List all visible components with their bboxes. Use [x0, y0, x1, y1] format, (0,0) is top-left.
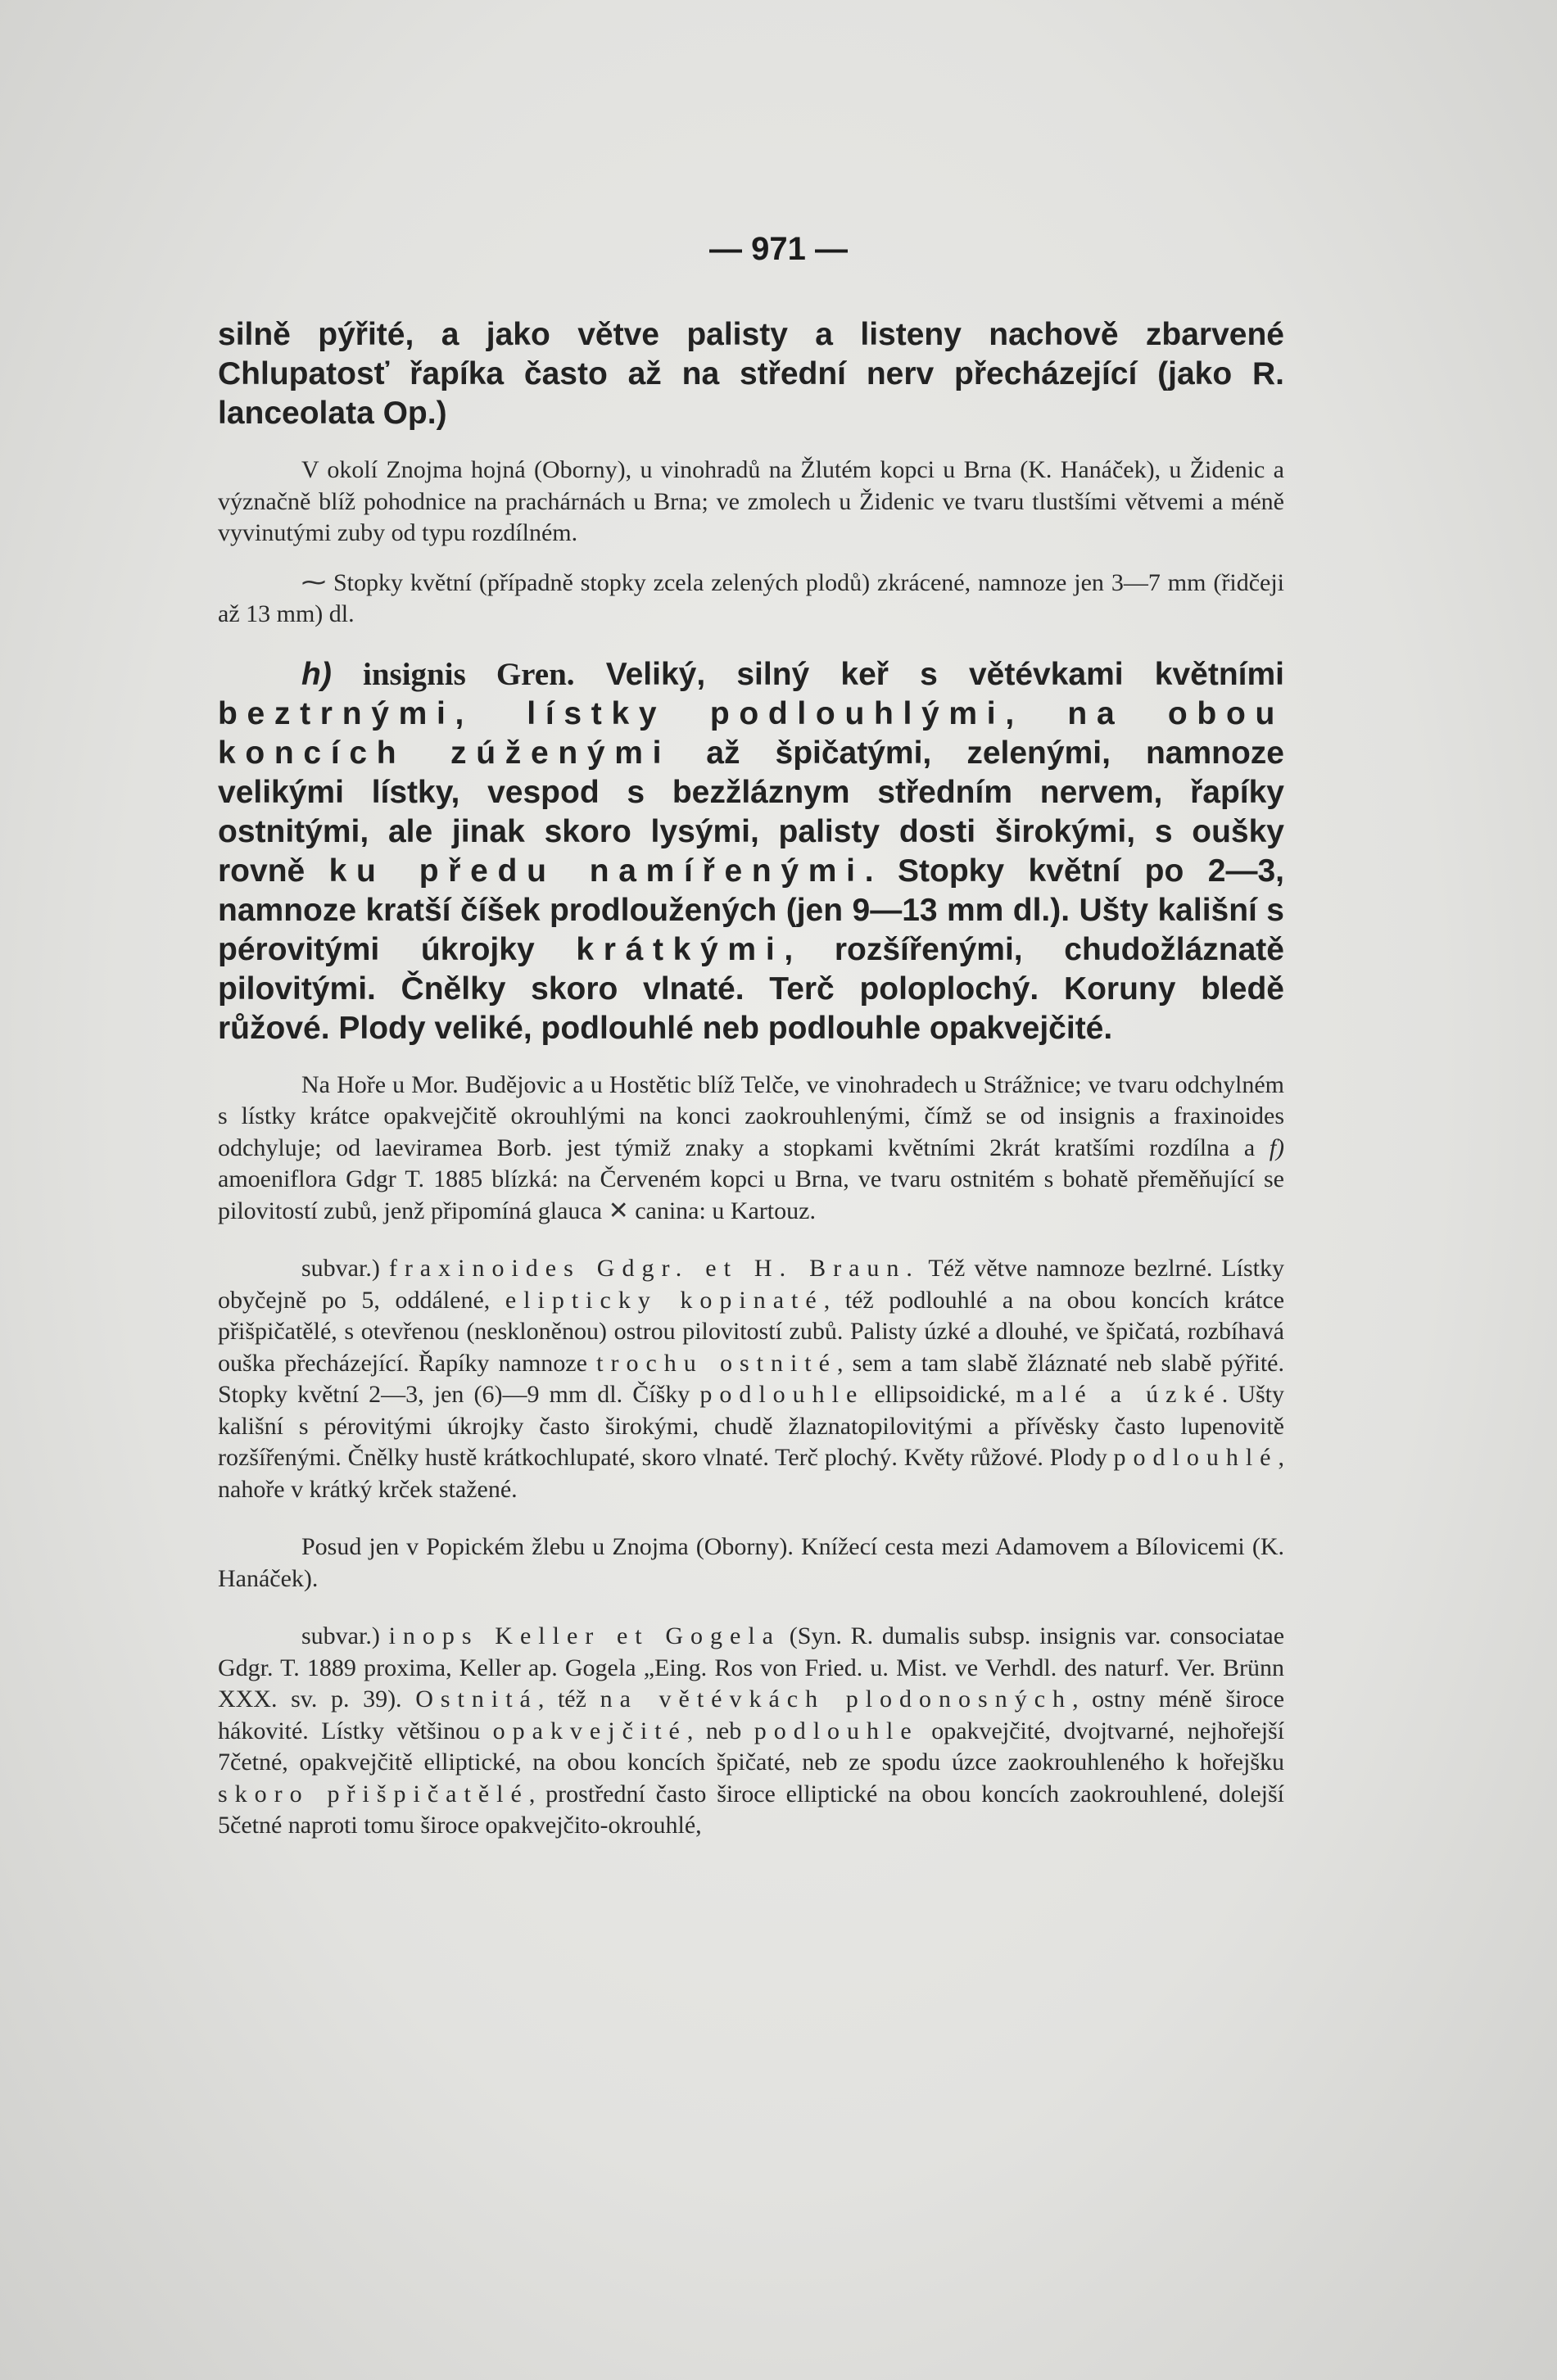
- desc-emph-3: podlouhlými,: [709, 695, 1024, 731]
- variety-letter: h): [301, 656, 332, 692]
- desc-part-4: , rozšířenými, chudožláznatě pilovitými. Čnělky skoro vlnaté. Terč poloplochý. Koruny bledě růžové. Plody veliké, podlouhlé neb podlouhle opakvejčité.: [218, 931, 1284, 1046]
- inops-text-4: , neb: [686, 1717, 742, 1744]
- inops-emph-2: na větévkách plodonosných: [600, 1685, 1073, 1713]
- variety-name: insignis Gren.: [363, 656, 575, 692]
- fraxinoides-name: fraxinoides Gdgr. et H. Braun.: [388, 1255, 920, 1282]
- desc-emph-6: ku předu namířenými: [328, 853, 865, 889]
- fraxinoides-emph-2: trochu ostnité: [596, 1349, 837, 1377]
- hybrid-cross-icon: ✕: [608, 1196, 629, 1225]
- tilde-symbol: ⁓: [301, 568, 326, 597]
- fraxinoides-rank: subvar.): [301, 1255, 380, 1282]
- fraxinoides-emph-5: podlouhlé: [1113, 1444, 1279, 1471]
- desc-part-3: . Stopky květní po 2—3, namnoze kratší číšek prodloužených (jen 9—13 mm dl.). Ušty kališní s pérovitými úkrojky: [218, 853, 1284, 967]
- inops-text-5: opakvejčité, dvojtvarné, nejhořejší 7četné, opakvejčitě elliptické, na obou koncích špičaté, neb ze spodu úzce zaokrouhleného k hořejšku: [218, 1717, 1285, 1776]
- inops-text-3: , ostny méně široce hákovité. Lístky většinou: [218, 1685, 1285, 1744]
- inops-text-1: (Syn. R. dumalis subsp. insignis var. consociatae Gdgr. T. 1889 proxima, Keller ap. Gogela „Eing. Ros von Fried. u. Mist. ve Verhdl. des naturf. Ver. Brünn XXX. sv. p. 39).: [218, 1622, 1285, 1713]
- desc-emph-4: na: [1067, 695, 1125, 731]
- inops-name: inops Keller et Gogela: [388, 1622, 781, 1649]
- fraxinoides-text-2: , též podlouhlé a na obou koncích krátce přišpičatělé, s otevřenou (neskloněnou) ostrou pilovitostí zubů. Palisty úzké a dlouhé, ve špičatá, rozbíhavá ouška přecházející. Řapíky namnoze: [218, 1286, 1285, 1377]
- page-number: — 971 —: [709, 231, 848, 267]
- desc-emph-7: krátkými: [576, 931, 785, 967]
- text-body: [218, 315, 1284, 1842]
- desc-emph-1: bez: [218, 695, 301, 731]
- inops-text-6: , prostřední často široce elliptické na obou koncích zaokrouhlené, dolejší 5četné naproti tomu široce opakvejčito-okrouhlé,: [218, 1780, 1284, 1839]
- loc-text-2: amoeniflora Gdgr T. 1885 blízká: na Červeném kopci u Brna, ve tvaru ostnitém s bohatě přeměňující se pilovitostí zubů, jenž připomíná glauca: [218, 1165, 1284, 1224]
- fraxinoides-emph-4: malé a úzké: [1016, 1381, 1222, 1408]
- loc-letter: f): [1269, 1133, 1285, 1161]
- paragraph-fraxinoides-localities: Posud jen v Popickém žlebu u Znojma (Oborny). Knížecí cesta mezi Adamovem a Bílovicemi (K. Hanáček).: [218, 1533, 1284, 1592]
- inops-rank: subvar.): [301, 1622, 380, 1649]
- paragraph-variant-note: [218, 568, 1284, 631]
- desc-part-1: Veliký, silný keř s větévkami květními: [605, 656, 1285, 692]
- paragraph-insignis-localities: [218, 1070, 1284, 1228]
- paragraph-continuation: silně pýřité, a jako větve palisty a listeny nachově zbarvené Chlupatosť řapíka často až na střední nerv přecházející (jako R. lanceolata Op.): [218, 317, 1284, 431]
- fraxinoides-text-4: ellipsoidické,: [874, 1381, 1007, 1408]
- variant-note-text: Stopky květní (případně stopky zcela zelených plodů) zkrácené, namnoze jen 3—7 mm (řidčeji až 13 mm) dl.: [218, 568, 1285, 627]
- desc-emph-2: trnými, lístky: [300, 695, 667, 731]
- inops-emph-3: opakvejčité: [492, 1717, 687, 1744]
- inops-emph-1: Ostnitá: [415, 1685, 538, 1713]
- paragraph-insignis: [218, 655, 1284, 1048]
- paragraph-fraxinoides: [218, 1253, 1284, 1505]
- fraxinoides-text-3: , sem a tam slabě žláznaté neb slabě pýřité. Stopky květní 2—3, jen (6)—9 mm dl. Číšky: [218, 1349, 1285, 1408]
- fraxinoides-emph-1: elipticky kopinaté: [505, 1286, 824, 1314]
- loc-text-1: Na Hoře u Mor. Budějovic a u Hostětic blíž Telče, ve vinohradech u Strážnice; ve tvaru odchylném s lístky krátce opakvejčitě okrouhlými na konci zaokrouhlenými, čímž se od insignis a fraxinoides odchyluje; od laeviramea Borb. jest týmiž znaky a stopkami květními 2krát kratšími rozdílna a: [218, 1070, 1284, 1161]
- inops-text-2: , též: [537, 1685, 586, 1713]
- paragraph-localities: V okolí Znojma hojná (Oborny), u vinohradů na Žlutém kopci u Brna (K. Hanáček), u Židenic a význačně blíž pohodnice na prachárnách u Brna; ve zmolech u Židenic ve tvaru tlustšími větvemi a méně vyvinutými zuby od typu rozdílném.: [218, 456, 1284, 546]
- fraxinoides-text-1: Též větve namnoze bezlrné. Lístky obyčejně po 5, oddálené,: [218, 1255, 1285, 1314]
- loc-text-3: canina: u Kartouz.: [635, 1197, 816, 1224]
- fraxinoides-emph-3: podlouhle: [699, 1381, 865, 1408]
- paragraph-inops: [218, 1621, 1284, 1842]
- inops-emph-5: skoro přišpičatělé: [218, 1780, 529, 1808]
- inops-emph-4: podlouhle: [754, 1717, 919, 1744]
- desc-part-2: až špičatými, zelenými, namnoze velikými lístky, vespod s bezžláznym středním nervem, řapíky ostnitými, ale jinak skoro lysými, palisty dosti širokými, s oušky rovně: [218, 735, 1285, 889]
- fraxinoides-text-5: . Ušty kališní s pérovitými úkrojky často širokými, chudě žlaznatopilovitými a přívěsky často lupenovitě rozšířenými. Čnělky hustě krátkochlupaté, skoro vlnaté. Terč plochý. Květy růžové. Plody: [218, 1381, 1285, 1471]
- fraxinoides-text-6: , nahoře v krátký krček stažené.: [218, 1444, 1284, 1503]
- desc-emph-5: obou koncích zúženými: [218, 695, 1284, 771]
